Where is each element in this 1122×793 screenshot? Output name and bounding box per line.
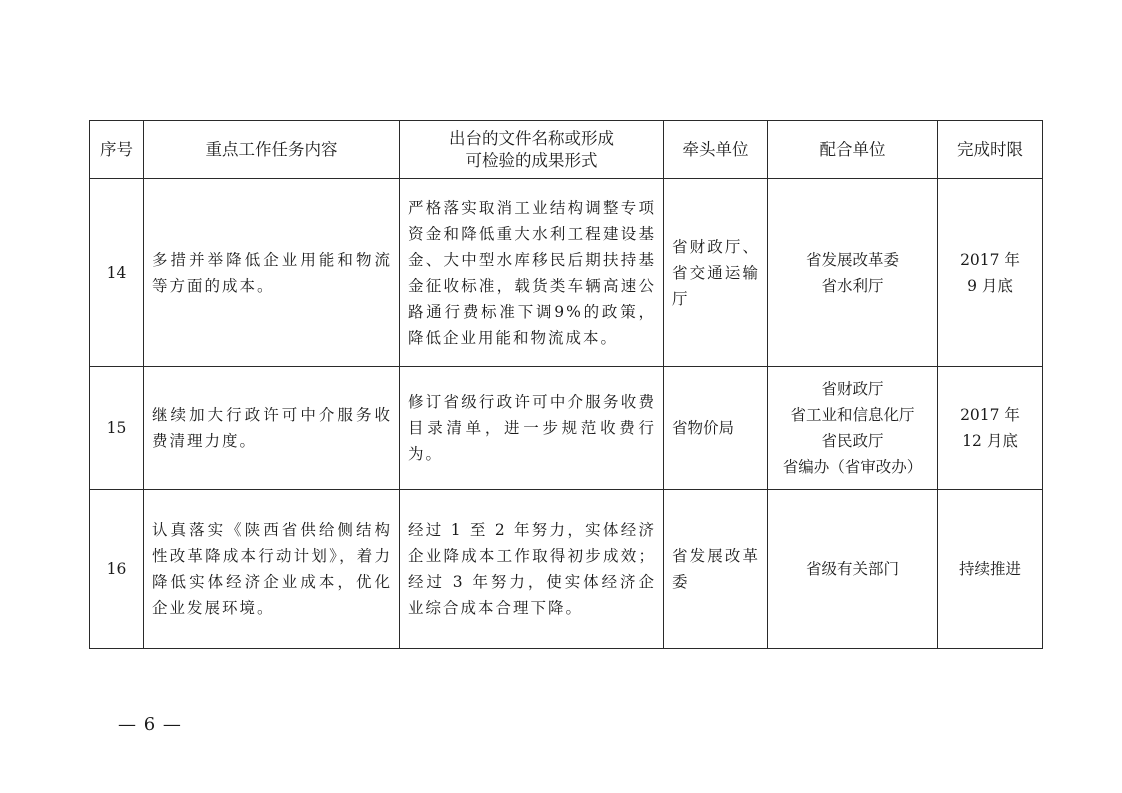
task-table [89, 120, 1043, 649]
table-row [90, 367, 1043, 490]
cell-lead: 省物价局 [664, 367, 768, 490]
cell-task: 多措并举降低企业用能和物流等方面的成本。 [144, 179, 400, 367]
cell-deadline [938, 490, 1043, 649]
table-row [90, 490, 1043, 649]
cell-task: 继续加大行政许可中介服务收费清理力度。 [144, 367, 400, 490]
header-result-line-1: 出台的文件名称或形成 [449, 128, 614, 148]
cell-serial: 16 [90, 490, 144, 649]
cell-result: 经过 1 至 2 年努力，实体经济企业降成本工作取得初步成效；经过 3 年努力，使实体经济企业综合成本合理下降。 [400, 490, 664, 649]
deadline-text: 持续推进 [958, 560, 1021, 578]
cell-coop [768, 179, 938, 367]
header-result [400, 121, 664, 179]
cell-result: 修订省级行政许可中介服务收费目录清单，进一步规范收费行为。 [400, 367, 664, 490]
coop-unit: 省发展改革委 [805, 250, 899, 269]
table-row [90, 179, 1043, 367]
header-task: 重点工作任务内容 [144, 121, 400, 179]
header-serial: 序号 [90, 121, 144, 179]
header-lead: 牵头单位 [664, 121, 768, 179]
cell-task: 认真落实《陕西省供给侧结构性改革降成本行动计划》，着力降低实体经济企业成本，优化企业发展环境。 [144, 490, 400, 649]
header-coop: 配合单位 [768, 121, 938, 179]
deadline-year: 2017 年 [960, 406, 1020, 424]
deadline-year: 2017 年 [960, 250, 1020, 269]
coop-unit: 省水利厅 [821, 276, 884, 295]
cell-serial: 14 [90, 179, 144, 367]
cell-lead: 省财政厅、省交通运输厅 [664, 179, 768, 367]
header-result-line-2: 可检验的成果形式 [465, 150, 598, 170]
header-deadline: 完成时限 [938, 121, 1043, 179]
cell-result: 严格落实取消工业结构调整专项资金和降低重大水利工程建设基金、大中型水库移民后期扶持基金征收标准，载货类车辆高速公路通行费标准下调9%的政策，降低企业用能和物流成本。 [400, 179, 664, 367]
table-header-row [90, 121, 1043, 179]
coop-unit: 省财政厅 [821, 380, 884, 398]
coop-unit: 省级有关部门 [805, 560, 899, 578]
cell-lead: 省发展改革委 [664, 490, 768, 649]
page-number: — 6 — [118, 714, 182, 735]
cell-deadline [938, 367, 1043, 490]
coop-unit: 省民政厅 [821, 432, 884, 450]
cell-serial: 15 [90, 367, 144, 490]
deadline-month: 12 月底 [962, 432, 1018, 450]
cell-coop [768, 367, 938, 490]
deadline-month: 9 月底 [967, 276, 1013, 295]
coop-unit: 省工业和信息化厅 [790, 406, 915, 424]
cell-deadline [938, 179, 1043, 367]
cell-coop [768, 490, 938, 649]
coop-unit: 省编办（省审改办） [782, 458, 923, 476]
